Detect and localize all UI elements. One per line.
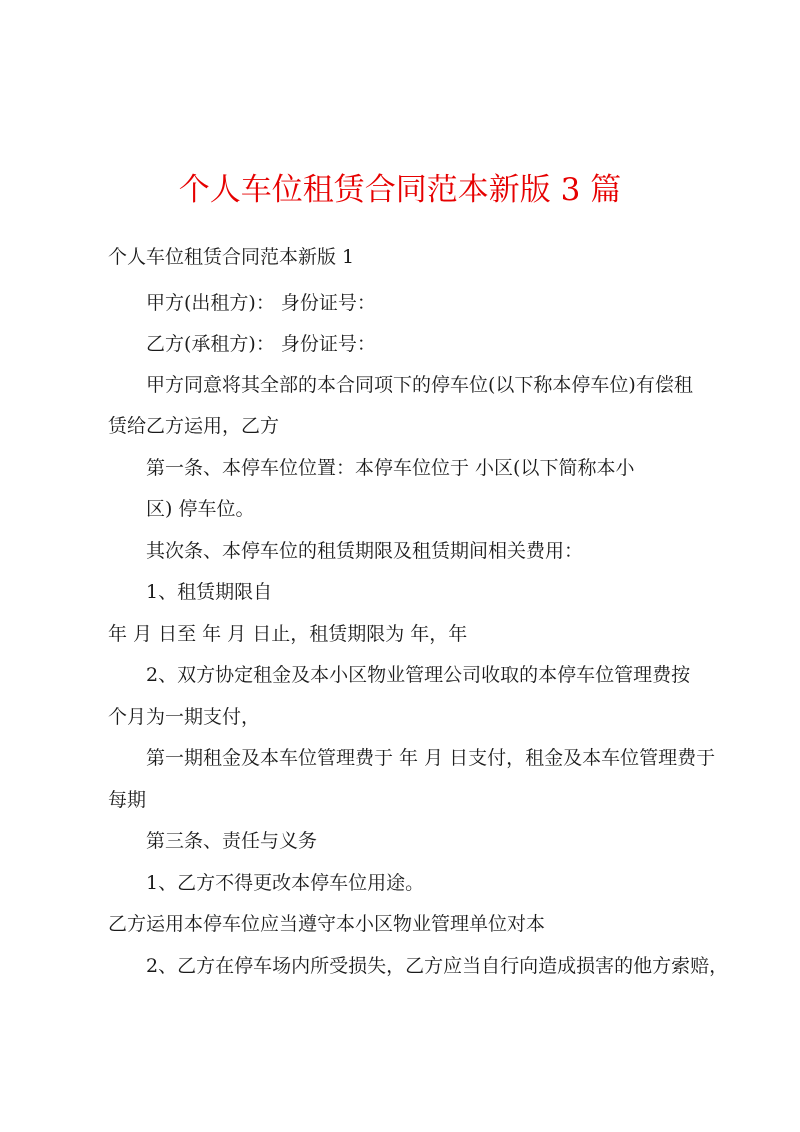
text-line: 乙方(承租方)： 身份证号： [146,333,376,355]
text-line: 第三条、责任与义务 [146,830,318,852]
text-line: 第一期租金及本车位管理费于 年 月 日支付，租金及本车位管理费于 [146,747,716,769]
text-line: 每期 [108,789,147,811]
text-line: 个人车位租赁合同范本新版 1 [108,246,355,268]
text-line: 个月为一期支付， [108,706,261,728]
text-line: 乙方运用本停车位应当遵守本小区物业管理单位对本 [108,913,546,935]
text-line: 甲方同意将其全部的本合同项下的停车位(以下称本停车位)有偿租 [146,374,693,396]
text-line: 2、乙方在停车场内所受损失，乙方应当自行向造成损害的他方索赔， [146,955,729,977]
text-line: 年 月 日至 年 月 日止，租赁期限为 年，年 [108,623,468,645]
text-line: 第一条、本停车位位置：本停车位位于 小区(以下简称本小 [146,457,635,479]
text-line: 1、乙方不得更改本停车位用途。 [146,872,425,894]
text-line: 赁给乙方运用，乙方 [108,415,280,437]
text-line: 区) 停车位。 [146,498,255,520]
document-title: 个人车位租赁合同范本新版 3 篇 [178,172,622,208]
text-line: 1、租赁期限自 [146,581,273,603]
text-line: 甲方(出租方)： 身份证号： [146,292,376,314]
text-line: 2、双方协定租金及本小区物业管理公司收取的本停车位管理费按 [146,664,691,686]
text-line: 其次条、本停车位的租赁期限及租赁期间相关费用： [146,540,584,562]
